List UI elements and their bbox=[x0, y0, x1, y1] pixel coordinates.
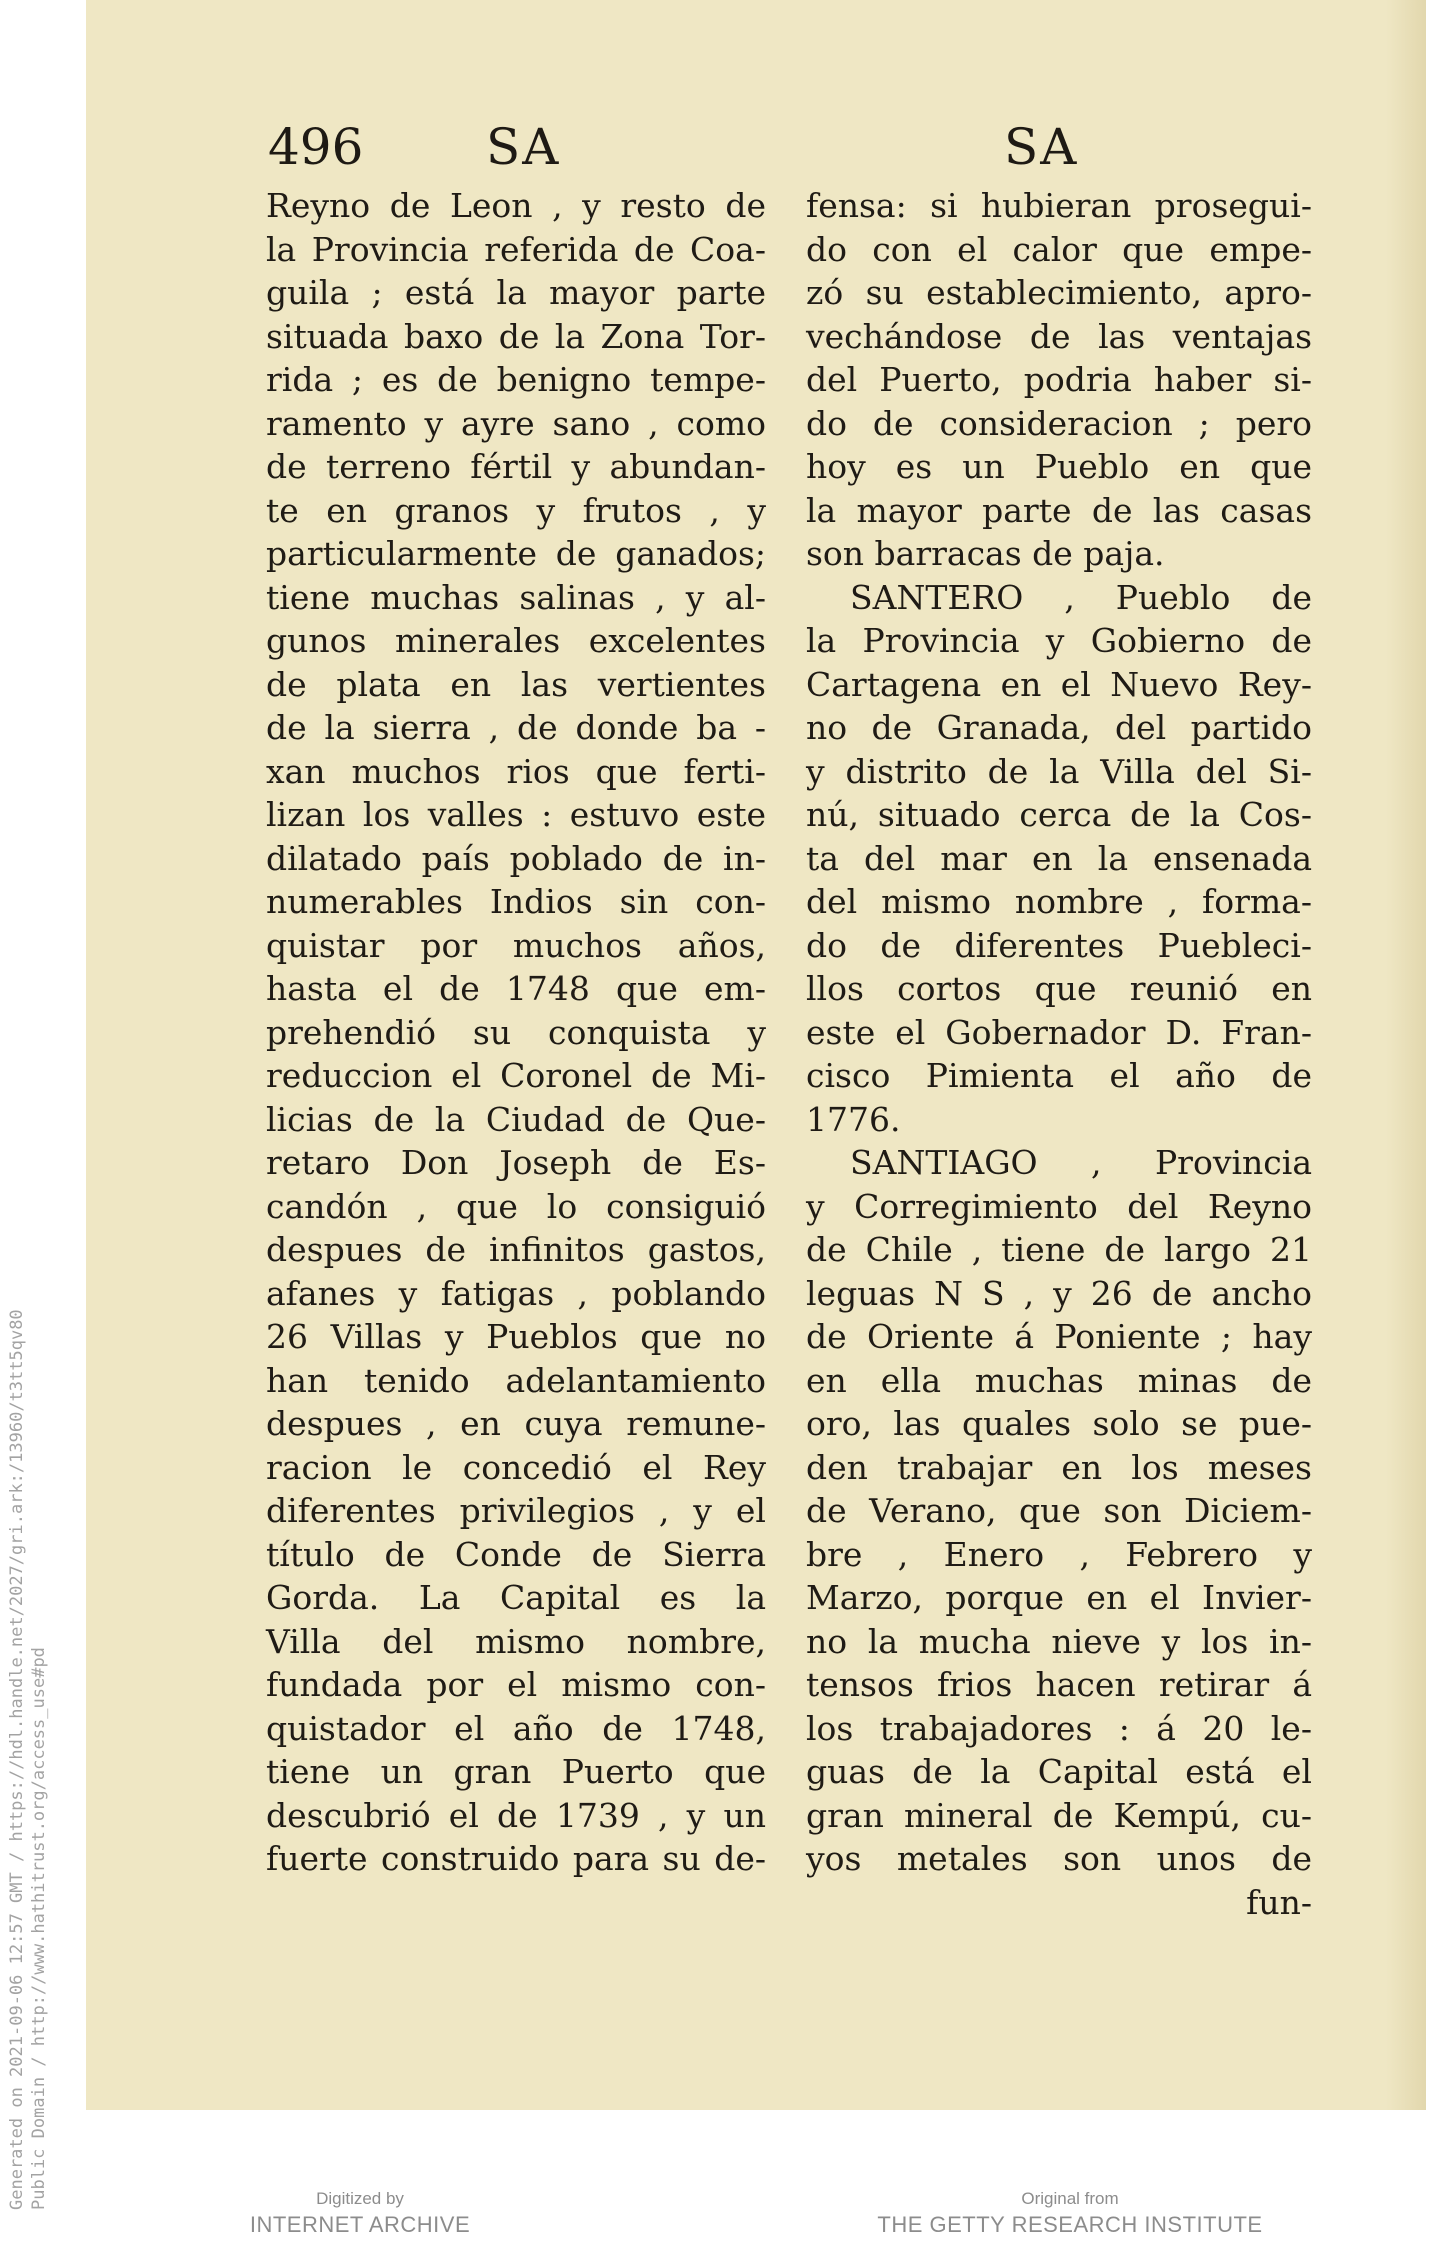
text-line: retaro Don Joseph de Es- bbox=[266, 1143, 766, 1182]
text-line: los trabajadores : á 20 le- bbox=[806, 1708, 1312, 1748]
text-line: y Corregimiento del Reyno bbox=[806, 1186, 1312, 1226]
text-line: nú, situado cerca de la Cos- bbox=[806, 795, 1312, 834]
text-line: fensa: si hubieran prosegui- bbox=[806, 186, 1312, 225]
text-line: guas de la Capital está el bbox=[806, 1752, 1312, 1791]
text-line: este el Gobernador D. Fran- bbox=[806, 1012, 1312, 1052]
internet-archive-label: INTERNET ARCHIVE bbox=[249, 2212, 471, 2237]
text-line: prehendió su conquista y bbox=[266, 1012, 766, 1052]
text-line: tiene un gran Puerto que bbox=[266, 1752, 766, 1791]
running-head-right: SA bbox=[1004, 118, 1079, 176]
text-line: xan muchos rios que ferti- bbox=[266, 751, 766, 791]
digitized-by-credit bbox=[210, 2188, 510, 2240]
text-line: cisco Pimienta el año de bbox=[806, 1056, 1312, 1095]
text-line: descubrió el de 1739 , y un bbox=[266, 1795, 766, 1835]
text-line: de terreno fértil y abundan- bbox=[266, 447, 766, 486]
text-line: racion le concedió el Rey bbox=[266, 1447, 766, 1487]
text-line: do de consideracion ; pero bbox=[806, 403, 1312, 443]
text-line: particularmente de ganados; bbox=[266, 534, 766, 573]
text-line: del mismo nombre , forma- bbox=[806, 882, 1312, 921]
left-text-column bbox=[266, 184, 766, 1881]
text-line: quistar por muchos años, bbox=[266, 925, 766, 965]
right-text-column bbox=[806, 184, 1312, 1924]
text-line: ramento y ayre sano , como bbox=[266, 403, 766, 443]
original-from-label: Original from bbox=[1021, 2189, 1119, 2208]
text-line: Reyno de Leon , y resto de bbox=[266, 186, 766, 225]
getty-institute-label: THE GETTY RESEARCH INSTITUTE bbox=[877, 2212, 1263, 2237]
text-line: no de Granada, del partido bbox=[806, 708, 1312, 747]
text-line: del Puerto, podria haber si- bbox=[806, 360, 1312, 399]
text-line: tensos frios hacen retirar á bbox=[806, 1665, 1312, 1704]
page-number: 496 bbox=[268, 118, 364, 176]
text-line: hasta el de 1748 que em- bbox=[266, 969, 766, 1008]
original-from-credit bbox=[850, 2188, 1290, 2240]
text-line: Gorda. La Capital es la bbox=[266, 1578, 766, 1617]
text-line: oro, las quales solo se pue- bbox=[806, 1404, 1312, 1443]
text-line: guila ; está la mayor parte bbox=[266, 273, 766, 312]
text-line: la mayor parte de las casas bbox=[806, 490, 1312, 530]
text-line: en ella muchas minas de bbox=[806, 1360, 1312, 1400]
generation-stamp bbox=[6, 1090, 50, 2210]
text-line: vechándose de las ventajas bbox=[806, 316, 1312, 356]
text-line: de la sierra , de donde ba - bbox=[266, 708, 766, 747]
text-line: lizan los valles : estuvo este bbox=[266, 795, 766, 834]
text-line: candón , que lo consiguió bbox=[266, 1186, 766, 1226]
text-line: título de Conde de Sierra bbox=[266, 1534, 766, 1574]
text-line: de Chile , tiene de largo 21 bbox=[806, 1230, 1312, 1269]
text-line: rida ; es de benigno tempe- bbox=[266, 360, 766, 399]
text-line: y distrito de la Villa del Si- bbox=[806, 751, 1312, 791]
text-line: han tenido adelantamiento bbox=[266, 1360, 766, 1400]
text-line: situada baxo de la Zona Tor- bbox=[266, 316, 766, 356]
text-line: quistador el año de 1748, bbox=[266, 1708, 766, 1748]
text-line: afanes y fatigas , poblando bbox=[266, 1273, 766, 1313]
entry-heading-santero: SANTERO , Pueblo de bbox=[850, 577, 1312, 617]
text-line: reduccion el Coronel de Mi- bbox=[266, 1056, 766, 1095]
text-line: llos cortos que reunió en bbox=[806, 969, 1312, 1008]
text-line: hoy es un Pueblo en que bbox=[806, 447, 1312, 486]
text-line: do de diferentes Puebleci- bbox=[806, 925, 1312, 965]
text-line: Marzo, porque en el Invier- bbox=[806, 1578, 1312, 1617]
text-line: dilatado país poblado de in- bbox=[266, 838, 766, 878]
catchword: fun- bbox=[1246, 1882, 1312, 1922]
text-line: te en granos y frutos , y bbox=[266, 490, 766, 530]
text-line: 26 Villas y Pueblos que no bbox=[266, 1317, 766, 1356]
text-line: despues , en cuya remune- bbox=[266, 1404, 766, 1443]
text-line: diferentes privilegios , y el bbox=[266, 1491, 766, 1530]
text-line: zó su establecimiento, apro- bbox=[806, 273, 1312, 312]
text-line: den trabajar en los meses bbox=[806, 1447, 1312, 1487]
text-line: no la mucha nieve y los in- bbox=[806, 1621, 1312, 1661]
text-line: leguas N S , y 26 de ancho bbox=[806, 1273, 1312, 1313]
text-line: 1776. bbox=[806, 1099, 901, 1139]
text-line: la Provincia y Gobierno de bbox=[806, 621, 1312, 660]
text-line: gunos minerales excelentes bbox=[266, 621, 766, 660]
generation-stamp-line-1: Generated on 2021-09-06 12:57 GMT / https://hdl.handle.net/2027/gri.ark:/13960/t3tt5qv80 bbox=[7, 1309, 27, 2210]
text-line: de plata en las vertientes bbox=[266, 664, 766, 704]
text-line: de Oriente á Poniente ; hay bbox=[806, 1317, 1312, 1356]
digitized-by-label: Digitized by bbox=[316, 2189, 404, 2208]
text-line: despues de infinitos gastos, bbox=[266, 1230, 766, 1269]
text-line: la Provincia referida de Coa- bbox=[266, 229, 766, 269]
text-line: yos metales son unos de bbox=[806, 1839, 1312, 1878]
text-line: tiene muchas salinas , y al- bbox=[266, 577, 766, 617]
text-line: licias de la Ciudad de Que- bbox=[266, 1099, 766, 1139]
page-edge-shadow bbox=[1386, 0, 1426, 2110]
text-line: Cartagena en el Nuevo Rey- bbox=[806, 664, 1312, 704]
generation-stamp-line-2: Public Domain / http://www.hathitrust.org/access_use#pd bbox=[29, 1647, 49, 2210]
text-line: fuerte construido para su de- bbox=[266, 1839, 766, 1878]
running-head-left: SA bbox=[486, 118, 561, 176]
text-line: son barracas de paja. bbox=[806, 534, 1165, 573]
text-line: gran mineral de Kempú, cu- bbox=[806, 1795, 1312, 1835]
text-line: fundada por el mismo con- bbox=[266, 1665, 766, 1704]
text-line: Villa del mismo nombre, bbox=[266, 1621, 766, 1661]
text-line: ta del mar en la ensenada bbox=[806, 838, 1312, 878]
text-line: numerables Indios sin con- bbox=[266, 882, 766, 921]
text-line: bre , Enero , Febrero y bbox=[806, 1534, 1312, 1574]
entry-heading-santiago: SANTIAGO , Provincia bbox=[850, 1143, 1312, 1182]
text-line: de Verano, que son Diciem- bbox=[806, 1491, 1312, 1530]
text-line: do con el calor que empe- bbox=[806, 229, 1312, 269]
